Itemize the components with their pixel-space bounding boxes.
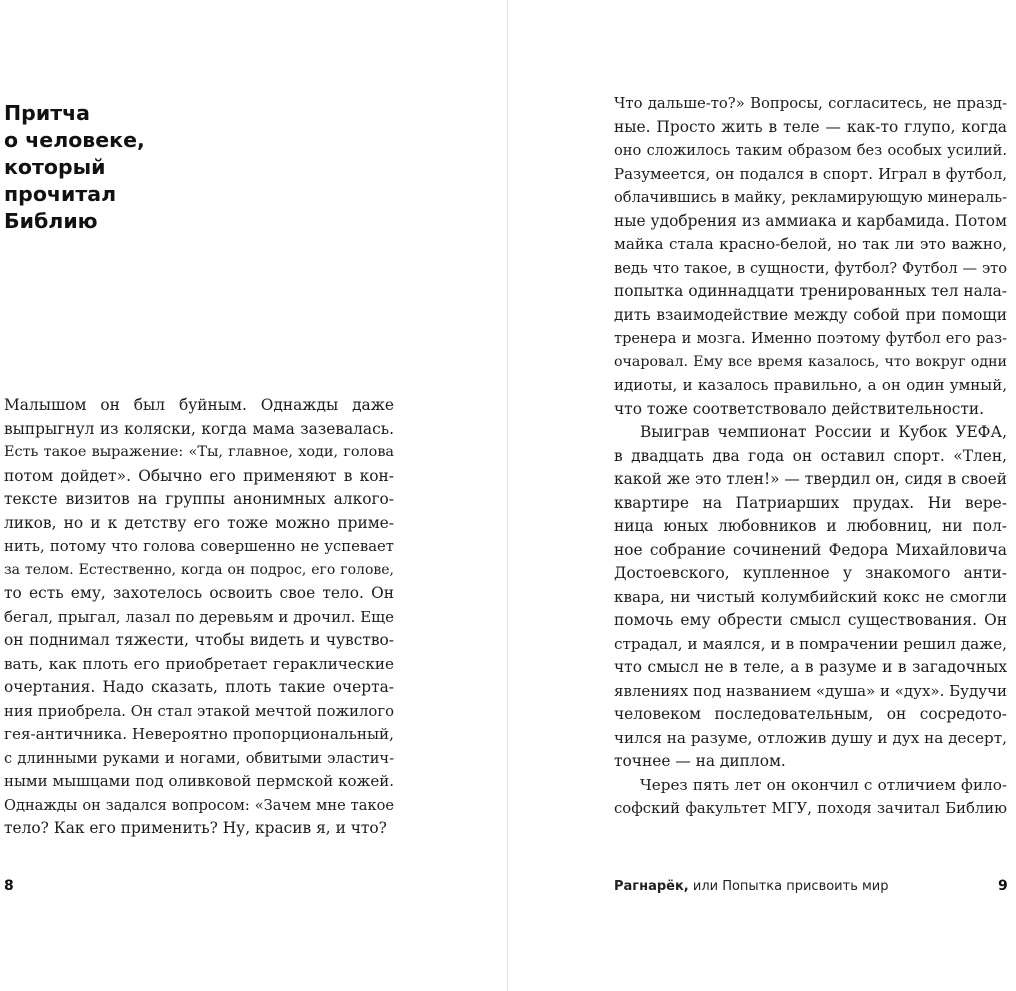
text-line: Достоевского, купленное у знакомого анти- (614, 564, 1007, 582)
text-line: ния приобрела. Он стал этакой мечтой пожилого (4, 702, 394, 720)
page-number-right: 9 (998, 878, 1008, 894)
chapter-title-line: который (4, 155, 106, 179)
text-line: Что дальше-то?» Вопросы, согласитесь, не празд- (614, 95, 1007, 112)
text-line: какой же это тлен!» — твердил он, сидя в своей (614, 470, 1007, 488)
text-line: точнее — на диплом. (614, 752, 786, 770)
text-line: гея-античника. Невероятно пропорциональный, (4, 725, 394, 743)
page-number-left: 8 (4, 878, 14, 894)
page-gutter (507, 0, 508, 991)
chapter-title-line: прочитал (4, 182, 117, 206)
footer-subtitle: или Попытка присвоить мир (688, 879, 889, 894)
text-line: что тоже соответствовало действительности. (614, 399, 985, 418)
text-line: потом дойдет». Обычно его применяют в кон- (4, 466, 394, 485)
text-line: Через пять лет он окончил с отличием фило- (640, 775, 1007, 794)
text-line: вать, как плоть его приобретает гераклические (4, 654, 394, 673)
text-line: ликов, но и к детству его тоже можно приме- (4, 513, 394, 532)
text-line: явлениях под названием «душа» и «дух». Будучи (614, 681, 1007, 700)
text-line: Однажды он задался вопросом: «Зачем мне такое (4, 796, 394, 814)
text-line: облачившись в майку, рекламирующую минераль- (614, 189, 1007, 206)
left-page-body (4, 394, 394, 841)
running-footer (614, 879, 889, 894)
text-line: нить, потому что голова совершенно не успевает (4, 538, 394, 555)
text-line: Разумеется, он подался в спорт. Играл в футбол, (614, 164, 1007, 183)
text-line: чился на разуме, отложив душу и дух на десерт, (614, 728, 1007, 747)
text-line: за телом. Естественно, когда он подрос, его голове, (4, 561, 394, 578)
text-line: что смысл не в теле, а в разуме и в загадочных (614, 658, 1007, 676)
text-line: Выиграв чемпионат России и Кубок УЕФА, (640, 423, 1007, 441)
text-line: тренера и мозга. Именно поэтому футбол его раз- (614, 330, 1007, 347)
text-line: в двадцать два года он оставил спорт. «Тлен, (614, 446, 1007, 465)
text-line: тексте визитов на группы анонимных алкого- (4, 490, 394, 508)
text-line: с длинными руками и ногами, обвитыми эластич- (4, 749, 394, 767)
text-line: ными мышцами под оливковой пермской кожей. (4, 772, 394, 790)
chapter-title-line: о человеке, (4, 128, 145, 152)
text-line: ные. Просто жить в теле — как-то глупо, когда (614, 117, 1007, 136)
text-line: человеком последовательным, он сосредото- (614, 705, 1007, 723)
text-line: Есть такое выражение: «Ты, главное, ходи, голова (4, 444, 394, 460)
text-line: Малышом он был буйным. Однажды даже (4, 396, 394, 414)
text-line: бегал, прыгал, лазал по деревьям и дрочил. Еще (4, 607, 394, 626)
text-line: софский факультет МГУ, походя зачитал Библию (614, 800, 1007, 817)
text-line: ные удобрения из аммиака и карбамида. Потом (614, 211, 1007, 230)
text-line: страдал, и маялся, и в помрачении решил даже, (614, 634, 1007, 653)
text-line: он поднимал тяжести, чтобы видеть и чувство- (4, 631, 394, 649)
chapter-title-line: Притча (4, 101, 90, 125)
right-page-body (614, 92, 1007, 821)
text-line: очаровал. Ему все время казалось, что вокруг одни (614, 353, 1007, 370)
chapter-title (4, 100, 145, 235)
text-line: попытка одиннадцати тренированных тел нала- (614, 282, 1007, 300)
text-line: квара, ни чистый колумбийский кокс не смогли (614, 587, 1007, 606)
text-line: выпрыгнул из коляски, когда мама зазевалась. (4, 419, 394, 438)
text-line: оно сложилось таким образом без особых усилий. (614, 142, 1007, 159)
footer-book-title: Рагнарёк, (614, 879, 689, 894)
text-line: тело? Как его применить? Ну, красив я, и что? (4, 819, 387, 837)
text-line: дить взаимодействие между собой при помощи (614, 305, 1007, 324)
text-line: квартире на Патриарших прудах. Ни вере- (614, 493, 1007, 512)
text-line: очертания. Надо сказать, плоть такие очерта- (4, 678, 394, 696)
text-line: идиоты, и казалось правильно, а он один умный, (614, 376, 1007, 394)
text-line: ное собрание сочинений Федора Михайловича (614, 540, 1007, 559)
text-line: майка стала красно-белой, но так ли это важно, (614, 235, 1007, 253)
text-line: помочь ему обрести смысл существования. Он (614, 611, 1007, 629)
chapter-title-line: Библию (4, 209, 98, 233)
text-line: ница юных любовников и любовниц, ни пол- (614, 517, 1007, 535)
text-line: ведь что такое, в сущности, футбол? Футбол — это (614, 259, 1007, 277)
text-line: то есть ему, захотелось освоить свое тело. Он (4, 584, 394, 602)
